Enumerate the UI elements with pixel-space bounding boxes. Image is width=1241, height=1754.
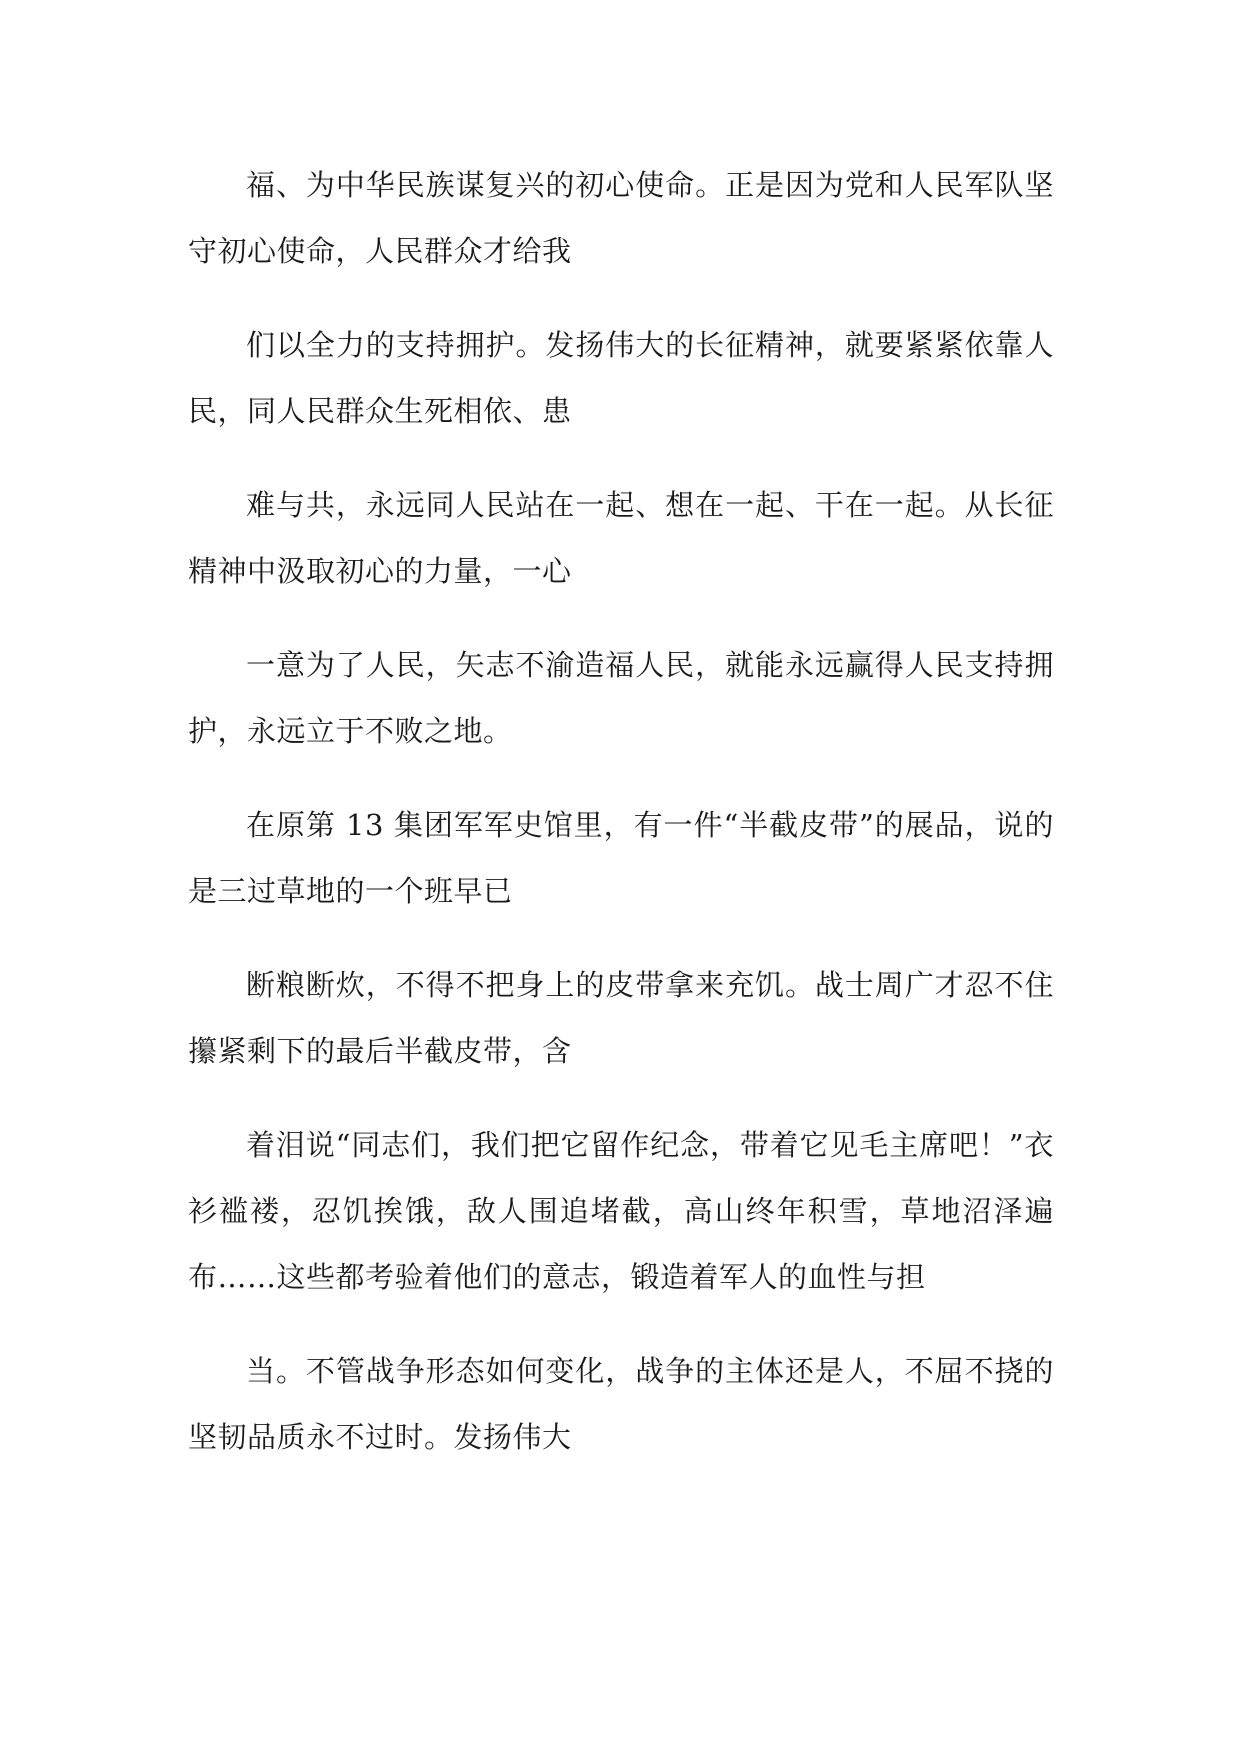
paragraph: 难与共，永远同人民站在一起、想在一起、干在一起。从长征精神中汲取初心的力量，一心 [188,488,1054,588]
paragraph: 当。不管战争形态如何变化，战争的主体还是人，不屈不挠的坚韧品质永不过时。发扬伟大 [188,1354,1054,1454]
paragraph: 一意为了人民，矢志不渝造福人民，就能永远赢得人民支持拥护，永远立于不败之地。 [188,648,1054,748]
paragraph: 着泪说“同志们，我们把它留作纪念，带着它见毛主席吧！”衣衫褴褛，忍饥挨饿，敌人围追堵截，高山终年积雪，草地沼泽遍布……这些都考验着他们的意志，锻造着军人的血性与担 [188,1128,1054,1294]
paragraph: 断粮断炊，不得不把身上的皮带拿来充饥。战士周广才忍不住攥紧剩下的最后半截皮带，含 [188,968,1054,1068]
paragraph: 福、为中华民族谋复兴的初心使命。正是因为党和人民军队坚守初心使命，人民群众才给我 [188,168,1054,268]
paragraph: 在原第 13 集团军军史馆里，有一件“半截皮带”的展品，说的是三过草地的一个班早已 [188,808,1054,908]
paragraph: 们以全力的支持拥护。发扬伟大的长征精神，就要紧紧依靠人民，同人民群众生死相依、患 [188,328,1054,428]
